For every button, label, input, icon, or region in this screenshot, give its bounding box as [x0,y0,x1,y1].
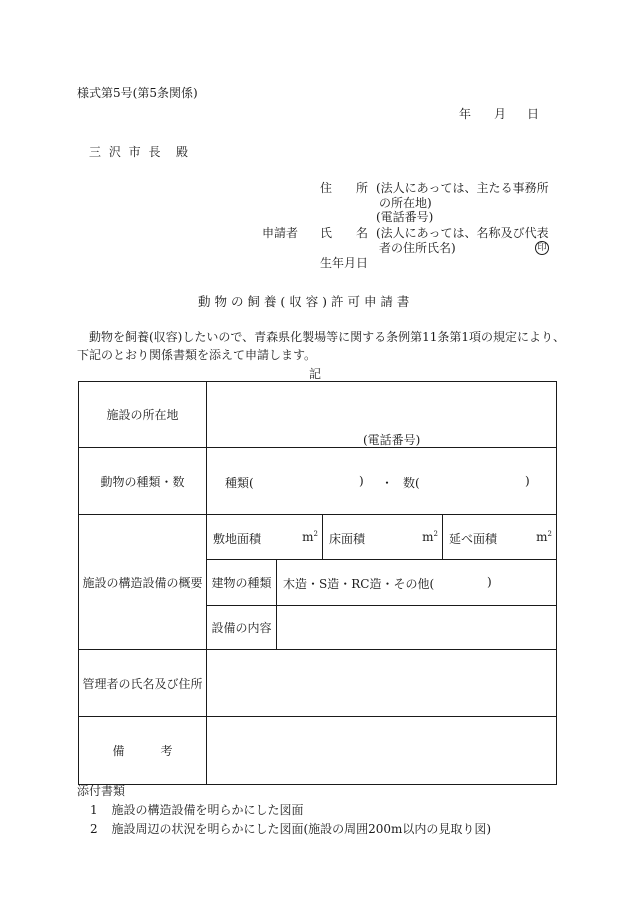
attachment-item [90,801,303,818]
name-label: 氏 名 [320,226,369,240]
building-type-field[interactable] [277,560,557,606]
row-facility-location [79,382,557,448]
structure-label: 施設の構造設備の概要 [79,515,207,650]
animal-kind-label: 種類( [225,476,254,490]
address-label: 住 所 [320,181,369,195]
row-areas [79,515,557,560]
applicant-label: 申請者 [262,226,299,240]
body-line-1: 動物を飼養(収容)したいので、青森県化製場等に関する条例第11条第1項の規定により、 [89,330,566,344]
total-floor-area-label: 延べ面積 [449,532,498,546]
ki-mark: 記 [309,367,322,381]
animal-separator: ・ [381,476,394,490]
floor-area-unit: $m^2$ [422,530,438,544]
animal-label: 動物の種類・数 [79,448,207,515]
floor-area-field[interactable] [323,515,443,560]
form-number: 様式第5号(第5条関係) [77,86,198,100]
building-type-label: 建物の種類 [207,560,277,606]
attachment-item [90,820,491,837]
building-type-options: 木造・S造・RC造・その他( [283,577,435,591]
attachment-number: 2 [90,822,98,836]
body-line-2: 下記のとおり関係書類を添えて申請します。 [77,348,317,362]
site-area-label: 敷地面積 [213,532,262,546]
floor-area-label: 床面積 [329,532,366,546]
manager-label: 管理者の氏名及び住所 [79,650,207,717]
animal-kind-close: ) [359,474,364,488]
date-day: 日 [527,107,540,121]
remarks-label: 備 考 [79,717,207,785]
facility-location-label: 施設の所在地 [79,382,207,448]
row-animals [79,448,557,515]
animal-count-label: 数( [403,476,420,490]
birthdate-label: 生年月日 [320,256,369,270]
attachment-text: 施設周辺の状況を明らかにした図面(施設の周囲200m以内の見取り図) [111,822,492,836]
attachment-number: 1 [90,803,98,817]
facility-location-field[interactable] [207,382,557,448]
seal-icon: 印 [535,241,549,255]
phone-note: (電話番号) [376,210,434,224]
manager-field[interactable] [207,650,557,717]
facility-phone-note: (電話番号) [363,433,421,447]
name-note-cont: 者の住所氏名) [379,241,456,255]
site-area-unit: $m^2$ [302,530,318,544]
row-remarks [79,717,557,785]
date-month: 月 [494,107,507,121]
building-type-close: ) [487,575,492,589]
remarks-field[interactable] [207,717,557,785]
date-year: 年 [459,107,472,121]
document-title: 動 物 の 飼 養 ( 収 容 ) 許 可 申 請 書 [198,294,410,309]
animal-count-close: ) [525,474,530,488]
addressee: 三 沢 市 長 [89,145,163,159]
animal-field[interactable] [207,448,557,515]
honorific: 殿 [176,145,189,159]
equipment-label: 設備の内容 [207,606,277,650]
attachment-text: 施設の構造設備を明らかにした図面 [111,803,304,817]
application-table [78,381,557,785]
address-note: (法人にあっては、主たる事務所 [376,181,549,195]
site-area-field[interactable] [207,515,323,560]
equipment-field[interactable] [277,606,557,650]
name-note: (法人にあっては、名称及び代表 [376,226,549,240]
seal-mark [535,239,549,255]
total-floor-area-field[interactable] [443,515,557,560]
total-floor-area-unit: $m^2$ [536,530,552,544]
attachments-title: 添付書類 [77,784,126,798]
row-manager [79,650,557,717]
address-note-cont: の所在地) [379,196,432,210]
